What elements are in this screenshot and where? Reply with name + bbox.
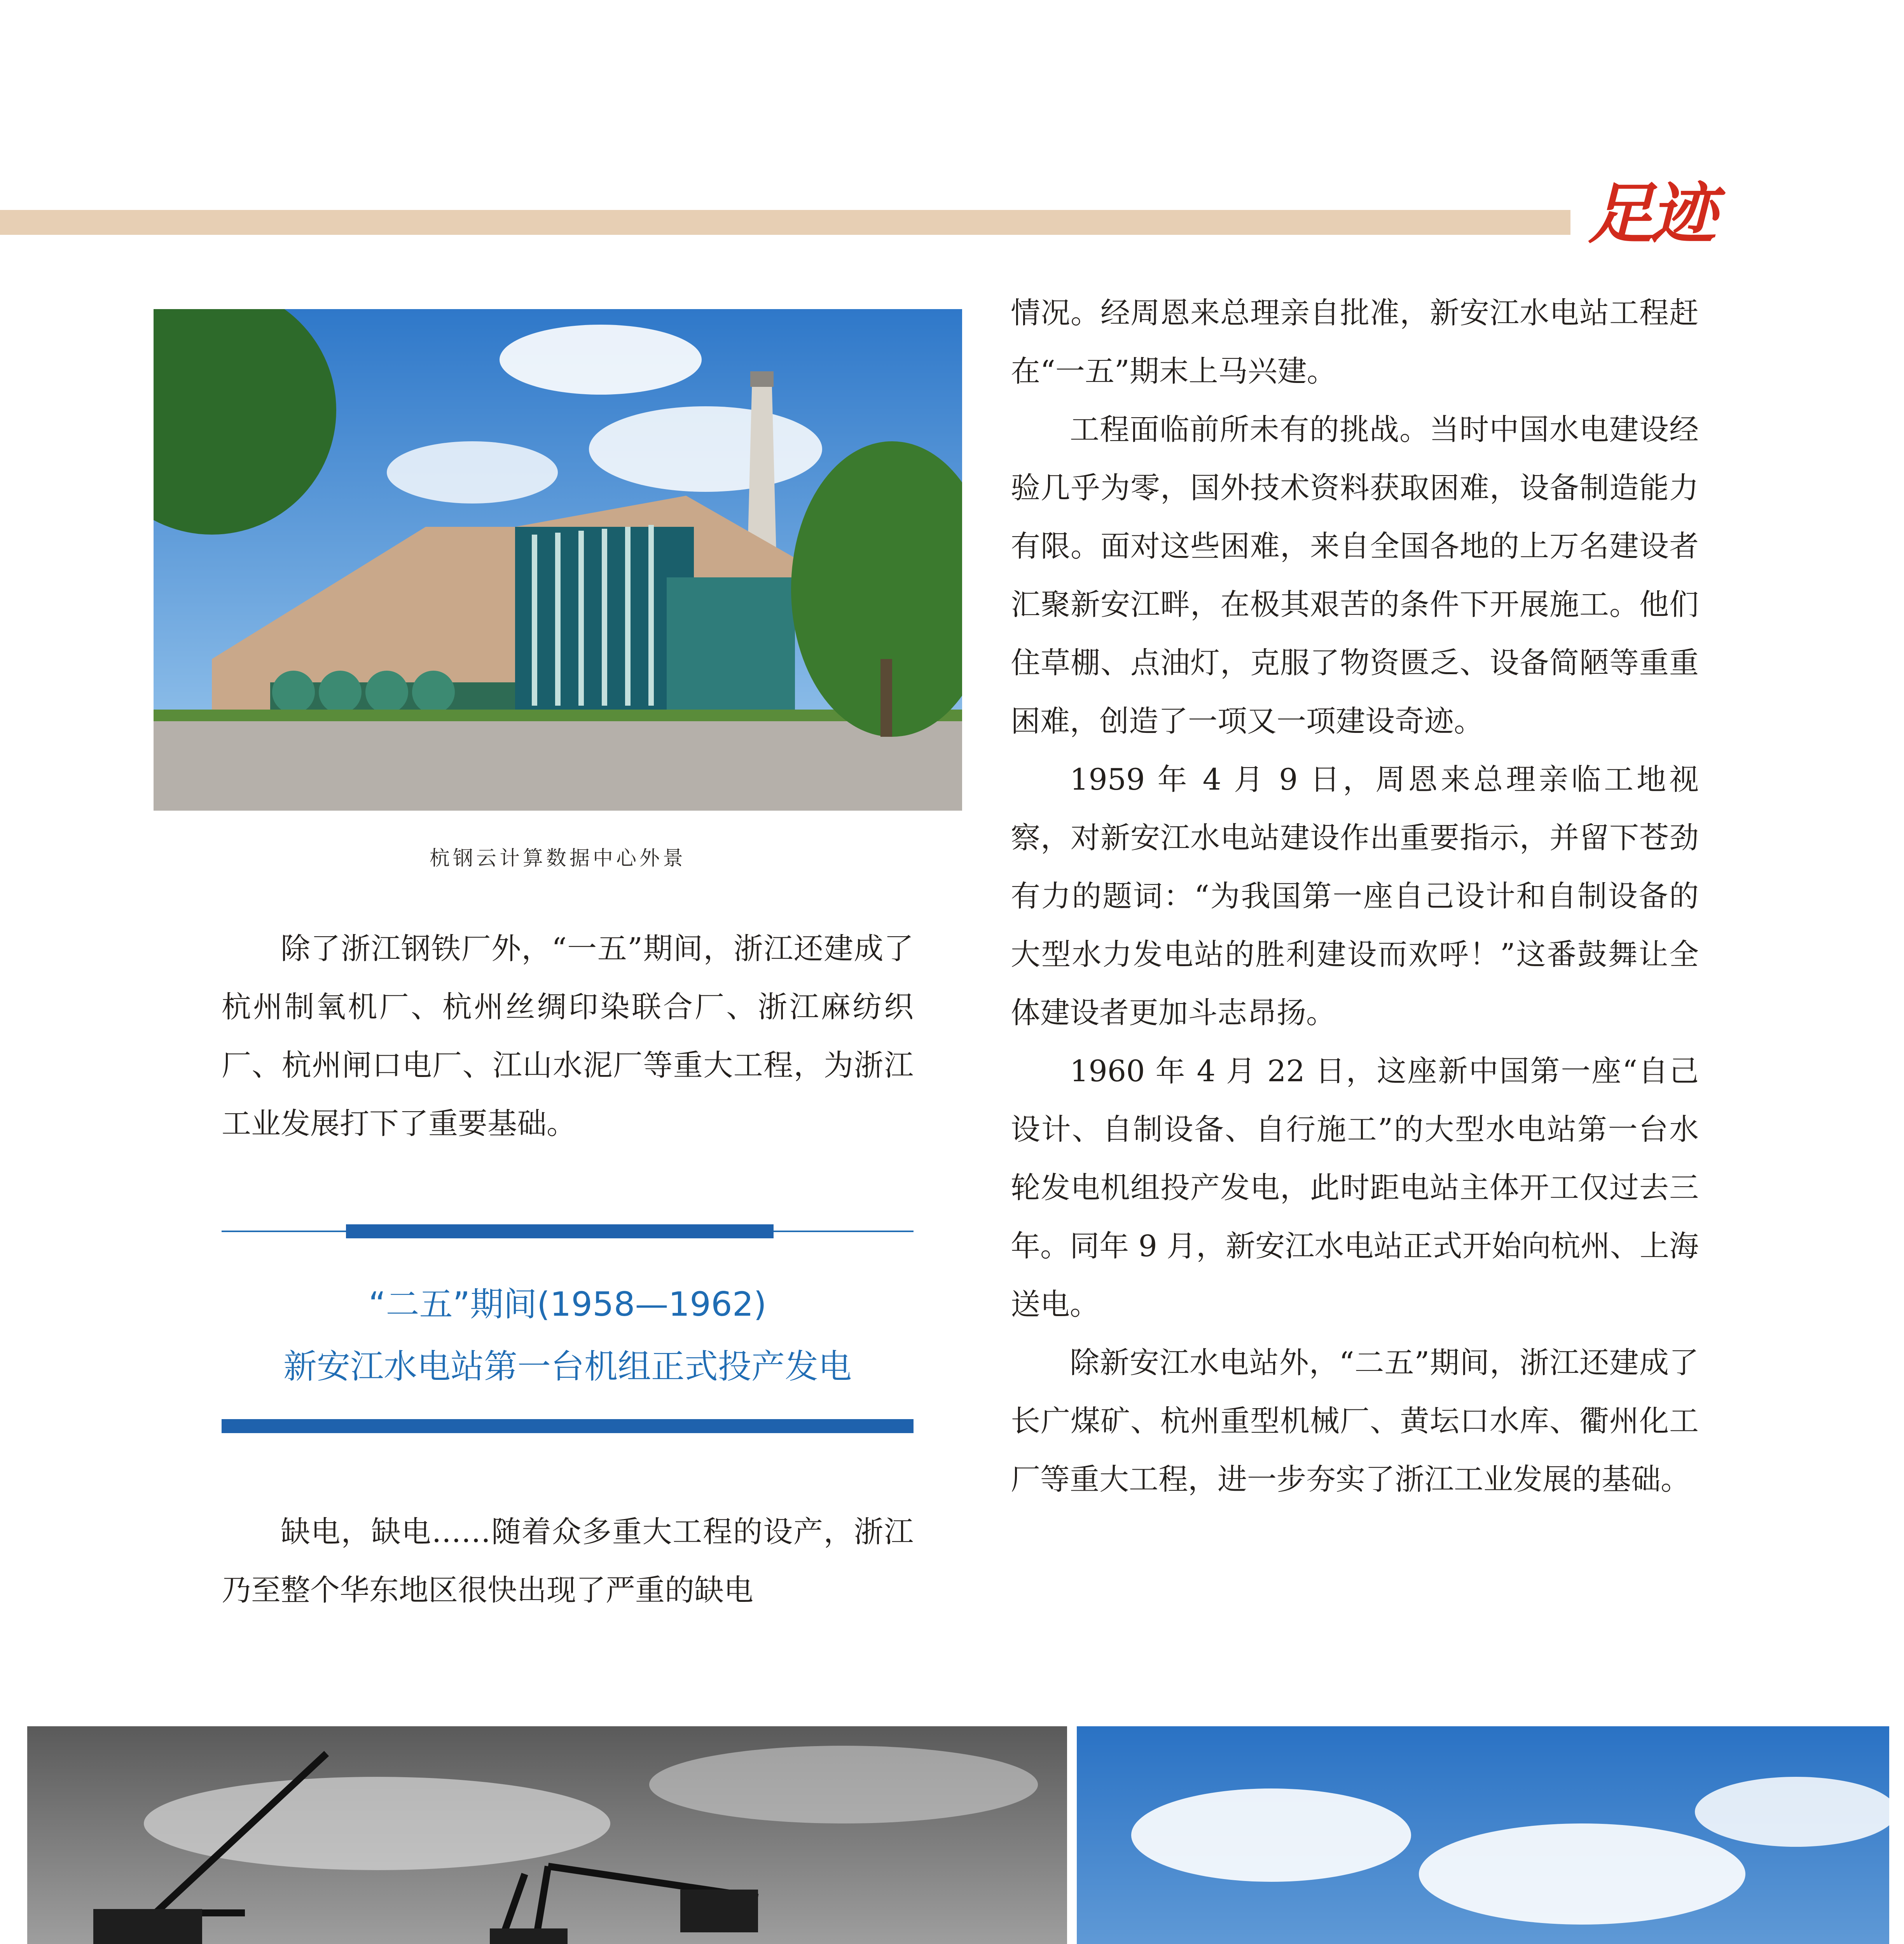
right-paragraph-5: 除新安江水电站外，“二五”期间，浙江还建成了长广煤矿、杭州重型机械厂、黄坛口水库、衢州化工厂等重大工程，进一步夯实了浙江工业发展的基础。 — [1011, 1345, 1699, 1496]
photo-construction — [27, 1726, 1067, 1944]
right-paragraph-3: 1959 年 4 月 9 日，周恩来总理亲临工地视察，对新安江水电站建设作出重要指示，并留下苍劲有力的题词：“为我国第一座自己设计和自制设备的大型水力发电站的胜利建设而欢呼！”这番鼓舞让全体建设者更加斗志昂扬。 — [1011, 762, 1699, 1030]
photo-dam-today — [1077, 1726, 1889, 1944]
section-title-line-1: “二五”期间(1958—1962) — [369, 1285, 767, 1324]
caption-data-center: 杭钢云计算数据中心外景 — [429, 847, 686, 870]
right-paragraph-2: 工程面临前所未有的挑战。当时中国水电建设经验几乎为零，国外技术资料获取困难，设备制造能力有限。面对这些困难，来自全国各地的上万名建设者汇聚新安江畔，在极其艰苦的条件下开展施工。他们住草棚、点油灯，克服了物资匮乏、设备简陋等重重困难，创造了一项又一项建设奇迹。 — [1011, 412, 1699, 738]
header-band — [0, 210, 1570, 235]
left-column-top — [222, 920, 914, 1153]
column-logo: 足迹 — [1588, 175, 1713, 253]
right-column — [1011, 284, 1699, 1509]
section-rule-thick — [346, 1224, 774, 1238]
left-column-bottom — [222, 1503, 914, 1619]
right-paragraph-4: 1960 年 4 月 22 日，这座新中国第一座“自己设计、自制设备、自行施工”的大型水电站第一台水轮发电机组投产发电，此时距电站主体开工仅过去三年。同年 9 月，新安江水电站正式开始向杭州、上海送电。 — [1011, 1054, 1699, 1322]
left-paragraph-1: 除了浙江钢铁厂外，“一五”期间，浙江还建成了杭州制氧机厂、杭州丝绸印染联合厂、浙江麻纺织厂、杭州闸口电厂、江山水泥厂等重大工程，为浙江工业发展打下了重要基础。 — [222, 931, 914, 1141]
section-title-line-2: 新安江水电站第一台机组正式投产发电 — [283, 1347, 852, 1386]
photo-data-center — [154, 309, 962, 811]
section-rule-bottom — [222, 1419, 914, 1433]
right-paragraph-1: 情况。经周恩来总理亲自批准，新安江水电站工程赶在“一五”期末上马兴建。 — [1011, 295, 1699, 388]
left-paragraph-2: 缺电，缺电……随着众多重大工程的设产，浙江乃至整个华东地区很快出现了严重的缺电 — [222, 1514, 914, 1607]
